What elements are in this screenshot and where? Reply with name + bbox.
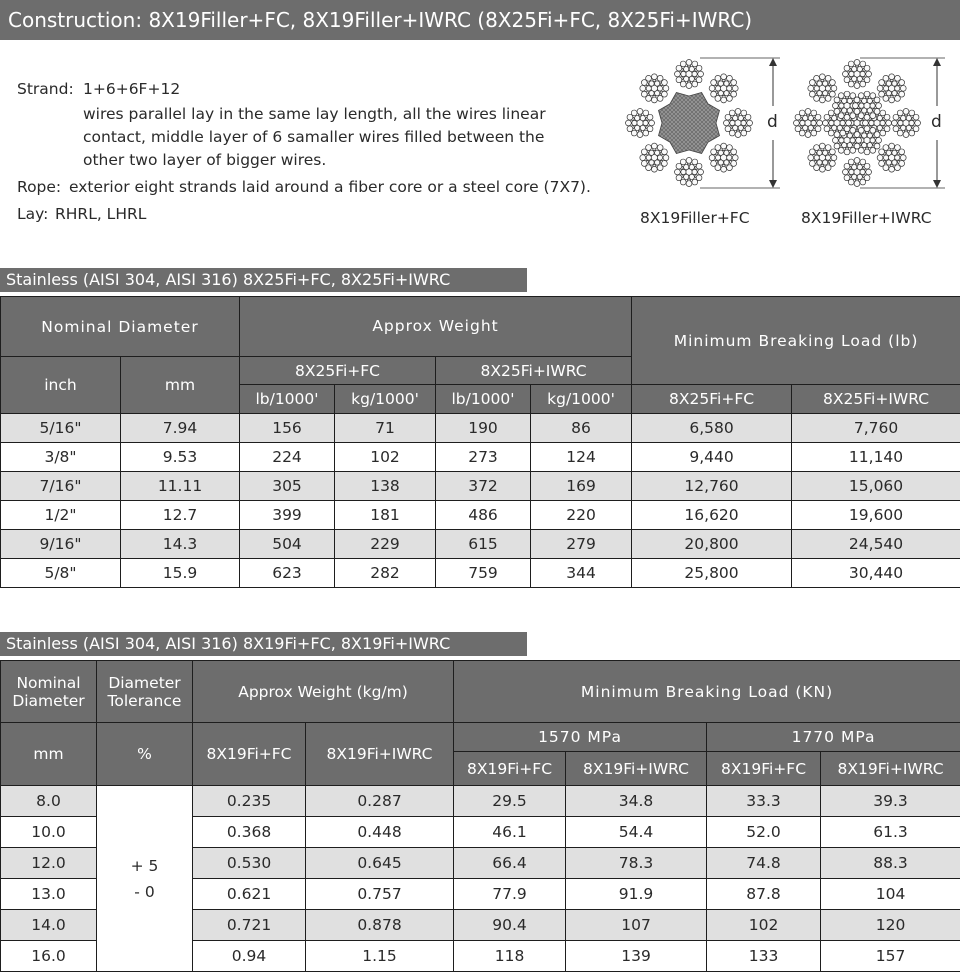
rope-cross-section-figures [600, 48, 960, 208]
t1-header-mm: mm [121, 357, 240, 414]
table-cell: 9,440 [632, 443, 792, 472]
table-cell: 78.3 [566, 848, 707, 879]
table-cell: 71 [335, 414, 436, 443]
t2-header-min-breaking-load: Minimum Breaking Load (KN) [454, 661, 960, 723]
table-cell: 12,760 [632, 472, 792, 501]
table-cell: 54.4 [566, 817, 707, 848]
table-cell: 87.8 [707, 879, 821, 910]
table-cell: 282 [335, 559, 436, 588]
t1-header-nominal-diameter: Nominal Diameter [1, 297, 240, 357]
table-cell: 0.878 [306, 910, 454, 941]
diameter-tolerance-cell [97, 786, 193, 972]
t2-header-1570-iwrc: 8X19Fi+IWRC [566, 752, 707, 786]
table-cell: 0.448 [306, 817, 454, 848]
table-cell: 11,140 [792, 443, 960, 472]
table-cell: 15.9 [121, 559, 240, 588]
table-cell: 46.1 [454, 817, 566, 848]
table-cell: 344 [531, 559, 632, 588]
table-cell: 25,800 [632, 559, 792, 588]
table-row [1, 472, 960, 501]
table-cell: 273 [436, 443, 531, 472]
table-cell: 0.368 [193, 817, 306, 848]
table-cell: 11.11 [121, 472, 240, 501]
table1 [0, 296, 960, 588]
rope-label: Rope: [17, 178, 62, 196]
table-cell: 12.0 [1, 848, 97, 879]
table1-title: Stainless (AISI 304, AISI 316) 8X25Fi+FC, 8X25Fi+IWRC [0, 268, 527, 292]
t1-header-iwrc-kg: kg/1000' [531, 385, 632, 414]
table-cell: 39.3 [821, 786, 960, 817]
table-cell: 74.8 [707, 848, 821, 879]
t1-header-inch: inch [1, 357, 121, 414]
table-cell: 1/2" [1, 501, 121, 530]
table-cell: 10.0 [1, 817, 97, 848]
table-cell: 372 [436, 472, 531, 501]
table-cell: 0.287 [306, 786, 454, 817]
t1-header-fc-lb: lb/1000' [240, 385, 335, 414]
table-cell: 156 [240, 414, 335, 443]
strand-line-2: contact, middle layer of 6 samaller wires filled between the [83, 128, 545, 146]
table-cell: 14.0 [1, 910, 97, 941]
table-cell: 102 [335, 443, 436, 472]
strand-line-1: wires parallel lay in the same lay length, all the wires linear [83, 105, 546, 123]
iwrc-caption: 8X19Filler+IWRC [801, 209, 932, 227]
t2-header-1770-fc: 8X19Fi+FC [707, 752, 821, 786]
strand-value: 1+6+6F+12 [83, 80, 181, 98]
dimension-label-left: d [767, 112, 778, 132]
table-cell: 615 [436, 530, 531, 559]
table-cell: 279 [531, 530, 632, 559]
table-cell: 16,620 [632, 501, 792, 530]
table-cell: 91.9 [566, 879, 707, 910]
tolerance-plus: + 5 [130, 856, 159, 875]
table-cell: 120 [821, 910, 960, 941]
table-cell: 220 [531, 501, 632, 530]
table-cell: 504 [240, 530, 335, 559]
table-cell: 124 [531, 443, 632, 472]
table-cell: 0.721 [193, 910, 306, 941]
table-cell: 5/16" [1, 414, 121, 443]
table-row [1, 559, 960, 588]
t1-header-mbl-fc: 8X25Fi+FC [632, 385, 792, 414]
tolerance-minus: - 0 [134, 882, 155, 901]
table-cell: 19,600 [792, 501, 960, 530]
t2-header-diameter: Diameter [12, 691, 85, 710]
table-cell: 229 [335, 530, 436, 559]
table-cell: 0.757 [306, 879, 454, 910]
table-cell: 5/8" [1, 559, 121, 588]
table-cell: 224 [240, 443, 335, 472]
table-cell: 0.235 [193, 786, 306, 817]
table-cell: 139 [566, 941, 707, 972]
table-row [1, 501, 960, 530]
t1-header-mbl-iwrc: 8X25Fi+IWRC [792, 385, 960, 414]
table-cell: 14.3 [121, 530, 240, 559]
table-cell: 33.3 [707, 786, 821, 817]
table-cell: 8.0 [1, 786, 97, 817]
t2-header-fc: 8X19Fi+FC [193, 723, 306, 786]
table-cell: 6,580 [632, 414, 792, 443]
table-cell: 107 [566, 910, 707, 941]
table-cell: 0.94 [193, 941, 306, 972]
strand-label: Strand: [17, 80, 74, 98]
table-cell: 623 [240, 559, 335, 588]
table-cell: 305 [240, 472, 335, 501]
table-cell: 190 [436, 414, 531, 443]
t2-header-1570: 1570 MPa [454, 723, 707, 752]
table-cell: 118 [454, 941, 566, 972]
rope-value: exterior eight strands laid around a fiber core or a steel core (7X7). [69, 178, 591, 196]
table-cell: 34.8 [566, 786, 707, 817]
t2-header-iwrc: 8X19Fi+IWRC [306, 723, 454, 786]
table-cell: 138 [335, 472, 436, 501]
table-cell: 399 [240, 501, 335, 530]
page-header: Construction: 8X19Filler+FC, 8X19Filler+IWRC (8X25Fi+FC, 8X25Fi+IWRC) [0, 0, 960, 40]
t2-header-1770-iwrc: 8X19Fi+IWRC [821, 752, 960, 786]
table2 [0, 660, 960, 972]
table-cell: 133 [707, 941, 821, 972]
t1-header-min-breaking-load: Minimum Breaking Load (lb) [632, 297, 960, 385]
table-cell: 9/16" [1, 530, 121, 559]
lay-value: RHRL, LHRL [55, 205, 147, 223]
t2-header-1570-fc: 8X19Fi+FC [454, 752, 566, 786]
t2-header-pct: % [97, 723, 193, 786]
table-cell: 88.3 [821, 848, 960, 879]
table-cell: 9.53 [121, 443, 240, 472]
t2-header-mm: mm [1, 723, 97, 786]
table-cell: 169 [531, 472, 632, 501]
iwrc-cross-section [794, 60, 921, 187]
lay-label: Lay: [17, 205, 49, 223]
table-cell: 61.3 [821, 817, 960, 848]
table-row [1, 414, 960, 443]
table-cell: 90.4 [454, 910, 566, 941]
table-cell: 0.621 [193, 879, 306, 910]
t2-header-tol-diameter: Diameter [108, 673, 181, 692]
table-cell: 0.645 [306, 848, 454, 879]
table-cell: 29.5 [454, 786, 566, 817]
table-cell: 7,760 [792, 414, 960, 443]
table-cell: 86 [531, 414, 632, 443]
table-cell: 7.94 [121, 414, 240, 443]
fc-caption: 8X19Filler+FC [640, 209, 750, 227]
t1-header-fc-kg: kg/1000' [335, 385, 436, 414]
t2-header-tol-tolerance: Tolerance [107, 691, 182, 710]
table-cell: 52.0 [707, 817, 821, 848]
strand-line-3: other two layer of bigger wires. [83, 151, 327, 169]
table-row [1, 530, 960, 559]
table-cell: 15,060 [792, 472, 960, 501]
t2-header-nominal: Nominal [16, 673, 81, 692]
table2-title: Stainless (AISI 304, AISI 316) 8X19Fi+FC, 8X19Fi+IWRC [0, 632, 527, 656]
table-cell: 16.0 [1, 941, 97, 972]
table-cell: 104 [821, 879, 960, 910]
table-cell: 759 [436, 559, 531, 588]
table-cell: 30,440 [792, 559, 960, 588]
table-cell: 1.15 [306, 941, 454, 972]
dimension-label-right: d [931, 112, 942, 132]
table-cell: 0.530 [193, 848, 306, 879]
fc-cross-section [626, 60, 753, 187]
t2-header-nominal-diameter [1, 661, 97, 723]
table-cell: 77.9 [454, 879, 566, 910]
table-cell: 157 [821, 941, 960, 972]
table-cell: 12.7 [121, 501, 240, 530]
t1-header-fc: 8X25Fi+FC [240, 357, 436, 385]
t2-header-1770: 1770 MPa [707, 723, 960, 752]
table-cell: 3/8" [1, 443, 121, 472]
table-cell: 20,800 [632, 530, 792, 559]
table-row [1, 443, 960, 472]
t1-header-iwrc: 8X25Fi+IWRC [436, 357, 632, 385]
t1-header-iwrc-lb: lb/1000' [436, 385, 531, 414]
table-cell: 13.0 [1, 879, 97, 910]
t2-header-diameter-tolerance [97, 661, 193, 723]
table-cell: 486 [436, 501, 531, 530]
table-row [1, 786, 960, 817]
table-cell: 181 [335, 501, 436, 530]
t2-header-approx-weight: Approx Weight (kg/m) [193, 661, 454, 723]
table-cell: 66.4 [454, 848, 566, 879]
table-cell: 24,540 [792, 530, 960, 559]
table-cell: 7/16" [1, 472, 121, 501]
table-cell: 102 [707, 910, 821, 941]
t1-header-approx-weight: Approx Weight [240, 297, 632, 357]
